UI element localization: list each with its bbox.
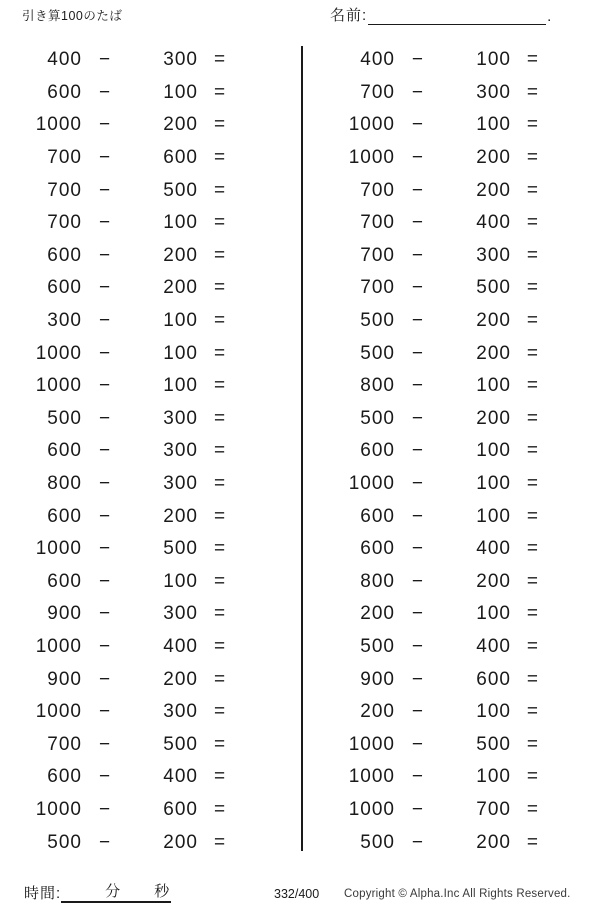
operand-subtrahend: 100: [476, 766, 511, 788]
operand-minuend: 500: [360, 831, 395, 853]
problem-row: [4, 142, 287, 175]
equals-sign: =: [213, 114, 227, 136]
operand-subtrahend: 600: [163, 798, 198, 820]
minus-operator-icon: −: [411, 766, 425, 788]
operand-minuend: 600: [47, 570, 82, 592]
equals-sign: =: [526, 635, 540, 657]
operand-subtrahend: 200: [476, 342, 511, 364]
minus-operator-icon: −: [411, 668, 425, 690]
operand-minuend: 700: [360, 277, 395, 299]
equals-sign: =: [213, 147, 227, 169]
problem-row: [317, 663, 600, 696]
name-label: 名前:: [330, 7, 368, 24]
minus-operator-icon: −: [411, 179, 425, 201]
minus-operator-icon: −: [98, 635, 112, 657]
operand-minuend: 900: [47, 603, 82, 625]
worksheet-footer: [0, 876, 600, 917]
problem-row: [4, 500, 287, 533]
problem-row: [317, 305, 600, 338]
problem-row: [317, 77, 600, 110]
operand-minuend: 500: [360, 310, 395, 332]
operand-subtrahend: 200: [163, 505, 198, 527]
minus-operator-icon: −: [411, 244, 425, 266]
equals-sign: =: [526, 440, 540, 462]
equals-sign: =: [526, 473, 540, 495]
operand-subtrahend: 300: [163, 701, 198, 723]
operand-minuend: 200: [360, 701, 395, 723]
operand-minuend: 1000: [35, 375, 82, 397]
minus-operator-icon: −: [98, 375, 112, 397]
operand-subtrahend: 100: [476, 701, 511, 723]
equals-sign: =: [213, 310, 227, 332]
minutes-unit-label: 分: [103, 882, 122, 903]
operand-minuend: 500: [47, 831, 82, 853]
equals-sign: =: [213, 81, 227, 103]
operand-minuend: 600: [360, 505, 395, 527]
seconds-input[interactable]: [122, 882, 152, 903]
minus-operator-icon: −: [98, 49, 112, 71]
operand-minuend: 1000: [35, 114, 82, 136]
operand-subtrahend: 500: [476, 733, 511, 755]
equals-sign: =: [213, 701, 227, 723]
problem-row: [4, 240, 287, 273]
problem-row: [317, 337, 600, 370]
operand-subtrahend: 300: [163, 603, 198, 625]
equals-sign: =: [213, 831, 227, 853]
name-input[interactable]: [368, 7, 546, 25]
problem-row: [4, 663, 287, 696]
operand-subtrahend: 500: [163, 538, 198, 560]
operand-minuend: 500: [47, 407, 82, 429]
equals-sign: =: [526, 49, 540, 71]
operand-subtrahend: 200: [476, 310, 511, 332]
minus-operator-icon: −: [411, 49, 425, 71]
time-field-area: [24, 882, 171, 903]
operand-minuend: 800: [47, 473, 82, 495]
operand-subtrahend: 200: [163, 277, 198, 299]
minus-operator-icon: −: [98, 244, 112, 266]
minus-operator-icon: −: [411, 310, 425, 332]
problem-row: [317, 696, 600, 729]
minus-operator-icon: −: [98, 81, 112, 103]
operand-subtrahend: 100: [476, 440, 511, 462]
equals-sign: =: [526, 407, 540, 429]
minus-operator-icon: −: [98, 277, 112, 299]
equals-sign: =: [213, 49, 227, 71]
minus-operator-icon: −: [411, 701, 425, 723]
problem-row: [317, 240, 600, 273]
operand-minuend: 1000: [348, 766, 395, 788]
minus-operator-icon: −: [98, 733, 112, 755]
problem-row: [4, 44, 287, 77]
operand-subtrahend: 400: [476, 538, 511, 560]
problem-row: [4, 826, 287, 859]
problem-row: [4, 337, 287, 370]
operand-minuend: 900: [47, 668, 82, 690]
operand-minuend: 600: [47, 244, 82, 266]
operand-minuend: 1000: [35, 342, 82, 364]
equals-sign: =: [526, 81, 540, 103]
equals-sign: =: [526, 212, 540, 234]
seconds-unit-label: 秒: [152, 882, 171, 903]
problem-row: [317, 794, 600, 827]
operand-minuend: 600: [360, 538, 395, 560]
problem-row: [317, 44, 600, 77]
operand-subtrahend: 400: [476, 635, 511, 657]
equals-sign: =: [213, 375, 227, 397]
minus-operator-icon: −: [98, 212, 112, 234]
minus-operator-icon: −: [98, 798, 112, 820]
equals-sign: =: [213, 342, 227, 364]
operand-minuend: 1000: [35, 701, 82, 723]
problem-row: [317, 533, 600, 566]
operand-subtrahend: 200: [163, 244, 198, 266]
operand-subtrahend: 300: [163, 440, 198, 462]
equals-sign: =: [526, 798, 540, 820]
operand-minuend: 700: [47, 733, 82, 755]
operand-minuend: 500: [360, 342, 395, 364]
minus-operator-icon: −: [411, 277, 425, 299]
minus-operator-icon: −: [98, 538, 112, 560]
equals-sign: =: [213, 603, 227, 625]
minus-operator-icon: −: [98, 114, 112, 136]
operand-subtrahend: 200: [476, 179, 511, 201]
operand-subtrahend: 500: [163, 179, 198, 201]
problem-row: [4, 598, 287, 631]
operand-subtrahend: 400: [163, 766, 198, 788]
minus-operator-icon: −: [98, 179, 112, 201]
problem-row: [4, 728, 287, 761]
minus-operator-icon: −: [98, 147, 112, 169]
equals-sign: =: [213, 766, 227, 788]
operand-subtrahend: 100: [163, 310, 198, 332]
operand-subtrahend: 100: [476, 49, 511, 71]
equals-sign: =: [526, 342, 540, 364]
minus-operator-icon: −: [98, 505, 112, 527]
equals-sign: =: [213, 407, 227, 429]
problem-row: [317, 435, 600, 468]
equals-sign: =: [213, 505, 227, 527]
operand-minuend: 700: [47, 179, 82, 201]
problem-row: [317, 500, 600, 533]
operand-minuend: 1000: [35, 798, 82, 820]
operand-subtrahend: 200: [476, 407, 511, 429]
page-title: 引き算100のたば: [22, 9, 123, 23]
minus-operator-icon: −: [411, 114, 425, 136]
operand-minuend: 300: [47, 310, 82, 332]
operand-subtrahend: 300: [163, 473, 198, 495]
operand-minuend: 1000: [348, 798, 395, 820]
equals-sign: =: [526, 733, 540, 755]
operand-subtrahend: 700: [476, 798, 511, 820]
operand-subtrahend: 200: [163, 114, 198, 136]
equals-sign: =: [213, 538, 227, 560]
problem-row: [4, 77, 287, 110]
problem-row: [4, 566, 287, 599]
problem-row: [4, 207, 287, 240]
minutes-input[interactable]: [61, 882, 103, 903]
operand-subtrahend: 200: [163, 668, 198, 690]
equals-sign: =: [526, 244, 540, 266]
minus-operator-icon: −: [98, 603, 112, 625]
operand-subtrahend: 100: [163, 375, 198, 397]
worksheet-header: [0, 0, 600, 40]
problem-row: [4, 174, 287, 207]
minus-operator-icon: −: [411, 733, 425, 755]
problem-row: [4, 403, 287, 436]
minus-operator-icon: −: [98, 310, 112, 332]
minus-operator-icon: −: [411, 473, 425, 495]
minus-operator-icon: −: [411, 81, 425, 103]
operand-subtrahend: 500: [163, 733, 198, 755]
equals-sign: =: [213, 473, 227, 495]
equals-sign: =: [213, 244, 227, 266]
minus-operator-icon: −: [411, 505, 425, 527]
operand-minuend: 1000: [35, 635, 82, 657]
operand-minuend: 400: [360, 49, 395, 71]
minus-operator-icon: −: [98, 440, 112, 462]
problem-row: [317, 468, 600, 501]
operand-minuend: 700: [360, 179, 395, 201]
operand-subtrahend: 100: [476, 603, 511, 625]
operand-subtrahend: 100: [163, 570, 198, 592]
problem-row: [317, 631, 600, 664]
problem-row: [317, 174, 600, 207]
equals-sign: =: [213, 179, 227, 201]
problem-row: [317, 207, 600, 240]
equals-sign: =: [526, 570, 540, 592]
equals-sign: =: [526, 114, 540, 136]
problem-row: [317, 598, 600, 631]
operand-minuend: 1000: [348, 733, 395, 755]
operand-subtrahend: 400: [163, 635, 198, 657]
operand-minuend: 1000: [348, 473, 395, 495]
equals-sign: =: [526, 277, 540, 299]
equals-sign: =: [526, 831, 540, 853]
right-column: [317, 44, 600, 862]
operand-subtrahend: 300: [163, 407, 198, 429]
minus-operator-icon: −: [411, 603, 425, 625]
problem-row: [317, 272, 600, 305]
operand-minuend: 200: [360, 603, 395, 625]
minus-operator-icon: −: [411, 798, 425, 820]
operand-subtrahend: 300: [476, 244, 511, 266]
minus-operator-icon: −: [411, 440, 425, 462]
equals-sign: =: [213, 668, 227, 690]
page-number: 332/400: [274, 887, 320, 901]
column-divider: [301, 46, 303, 851]
problem-row: [317, 826, 600, 859]
time-label: 時間:: [24, 885, 62, 902]
minus-operator-icon: −: [411, 342, 425, 364]
problem-row: [317, 761, 600, 794]
operand-subtrahend: 200: [476, 831, 511, 853]
operand-subtrahend: 100: [163, 342, 198, 364]
copyright-text: Copyright © Alpha.Inc All Rights Reserved.: [344, 888, 571, 900]
problem-row: [4, 468, 287, 501]
operand-minuend: 700: [360, 244, 395, 266]
name-end-dot: .: [547, 8, 552, 25]
minus-operator-icon: −: [411, 570, 425, 592]
minus-operator-icon: −: [411, 212, 425, 234]
operand-minuend: 600: [47, 505, 82, 527]
equals-sign: =: [526, 505, 540, 527]
operand-minuend: 700: [47, 147, 82, 169]
operand-minuend: 700: [360, 212, 395, 234]
minus-operator-icon: −: [411, 407, 425, 429]
operand-minuend: 700: [47, 212, 82, 234]
problem-row: [317, 109, 600, 142]
equals-sign: =: [213, 570, 227, 592]
equals-sign: =: [526, 603, 540, 625]
operand-minuend: 400: [47, 49, 82, 71]
equals-sign: =: [213, 635, 227, 657]
minus-operator-icon: −: [411, 538, 425, 560]
operand-minuend: 700: [360, 81, 395, 103]
operand-subtrahend: 200: [476, 570, 511, 592]
minus-operator-icon: −: [98, 668, 112, 690]
equals-sign: =: [213, 798, 227, 820]
operand-minuend: 800: [360, 570, 395, 592]
problem-row: [317, 403, 600, 436]
problem-row: [317, 566, 600, 599]
operand-minuend: 600: [360, 440, 395, 462]
problem-row: [4, 631, 287, 664]
operand-subtrahend: 300: [476, 81, 511, 103]
equals-sign: =: [213, 212, 227, 234]
operand-minuend: 600: [47, 440, 82, 462]
minus-operator-icon: −: [98, 570, 112, 592]
operand-subtrahend: 500: [476, 277, 511, 299]
equals-sign: =: [526, 668, 540, 690]
operand-minuend: 500: [360, 635, 395, 657]
operand-subtrahend: 100: [476, 473, 511, 495]
operand-minuend: 1000: [348, 114, 395, 136]
operand-subtrahend: 100: [163, 212, 198, 234]
operand-subtrahend: 400: [476, 212, 511, 234]
equals-sign: =: [213, 440, 227, 462]
minus-operator-icon: −: [411, 635, 425, 657]
problem-row: [4, 370, 287, 403]
problem-row: [4, 435, 287, 468]
minus-operator-icon: −: [411, 831, 425, 853]
problem-row: [317, 370, 600, 403]
equals-sign: =: [526, 538, 540, 560]
equals-sign: =: [526, 766, 540, 788]
problem-row: [317, 728, 600, 761]
operand-subtrahend: 100: [476, 505, 511, 527]
operand-subtrahend: 100: [476, 114, 511, 136]
problem-row: [4, 794, 287, 827]
operand-minuend: 900: [360, 668, 395, 690]
problem-row: [4, 761, 287, 794]
problem-row: [4, 109, 287, 142]
operand-subtrahend: 100: [163, 81, 198, 103]
name-field-area: [330, 4, 551, 25]
equals-sign: =: [213, 733, 227, 755]
equals-sign: =: [526, 179, 540, 201]
operand-subtrahend: 600: [476, 668, 511, 690]
operand-subtrahend: 300: [163, 49, 198, 71]
operand-subtrahend: 600: [163, 147, 198, 169]
operand-minuend: 600: [47, 766, 82, 788]
operand-minuend: 1000: [35, 538, 82, 560]
problem-row: [4, 305, 287, 338]
operand-minuend: 500: [360, 407, 395, 429]
problem-columns: [0, 44, 600, 862]
equals-sign: =: [526, 310, 540, 332]
operand-subtrahend: 200: [163, 831, 198, 853]
minus-operator-icon: −: [98, 473, 112, 495]
operand-minuend: 1000: [348, 147, 395, 169]
operand-minuend: 600: [47, 81, 82, 103]
minus-operator-icon: −: [98, 701, 112, 723]
problem-row: [4, 533, 287, 566]
minus-operator-icon: −: [98, 766, 112, 788]
problem-row: [317, 142, 600, 175]
operand-minuend: 600: [47, 277, 82, 299]
operand-subtrahend: 200: [476, 147, 511, 169]
equals-sign: =: [213, 277, 227, 299]
minus-operator-icon: −: [98, 831, 112, 853]
operand-minuend: 800: [360, 375, 395, 397]
equals-sign: =: [526, 375, 540, 397]
equals-sign: =: [526, 701, 540, 723]
problem-row: [4, 696, 287, 729]
minus-operator-icon: −: [411, 375, 425, 397]
problem-row: [4, 272, 287, 305]
operand-subtrahend: 100: [476, 375, 511, 397]
left-column: [4, 44, 287, 862]
equals-sign: =: [526, 147, 540, 169]
minus-operator-icon: −: [98, 342, 112, 364]
minus-operator-icon: −: [411, 147, 425, 169]
minus-operator-icon: −: [98, 407, 112, 429]
